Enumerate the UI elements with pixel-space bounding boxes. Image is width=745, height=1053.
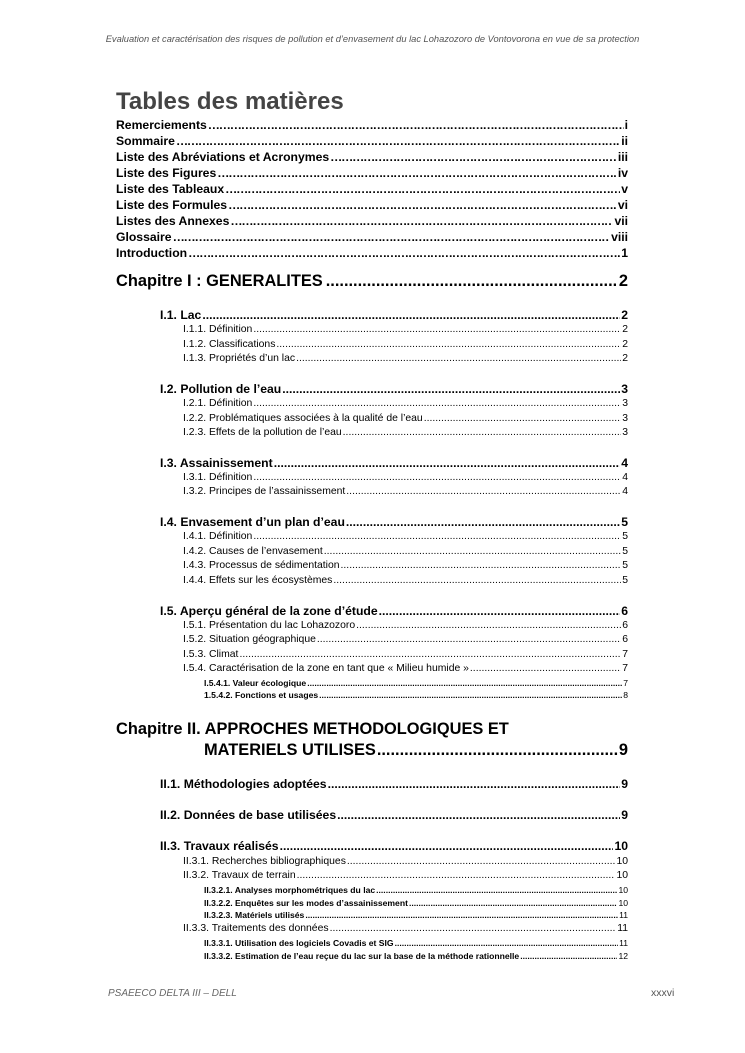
toc-chapter-2[interactable]: [204, 741, 628, 763]
toc-subsubsection[interactable]: [204, 938, 628, 949]
page-number: xxxvi: [651, 987, 675, 999]
toc-entry-figures[interactable]: [116, 166, 628, 181]
toc-page: 2: [621, 308, 628, 322]
toc-page: 8: [623, 690, 628, 700]
toc-subsection[interactable]: [183, 923, 628, 936]
dot-leader: [280, 839, 614, 853]
toc-entry-formules[interactable]: [116, 198, 628, 213]
toc-entry-abreviations[interactable]: [116, 150, 628, 165]
toc-page: 6: [621, 604, 628, 618]
toc-page: 6: [622, 620, 628, 631]
toc-page: iii: [617, 150, 628, 164]
toc-label: I.5.4.1. Valeur écologique: [204, 678, 307, 688]
toc-page: 5: [622, 531, 628, 542]
toc-label: II.2. Données de base utilisées: [160, 808, 337, 822]
dot-leader: [307, 678, 622, 688]
dot-leader: [305, 910, 618, 920]
toc-subsection[interactable]: [183, 413, 628, 426]
toc-page: 10: [618, 898, 628, 908]
toc-label: I.5.1. Présentation du lac Lohazozoro: [183, 620, 356, 631]
toc-entry-annexes[interactable]: [116, 214, 628, 229]
toc-label: I.1.2. Classifications: [183, 339, 276, 350]
dot-leader: [379, 604, 621, 618]
toc-label: I.2.2. Problématiques associées à la qualité de l’eau: [183, 413, 423, 424]
toc-page: 2: [622, 339, 628, 350]
toc-page: 2: [622, 324, 628, 335]
toc-section-i2[interactable]: [160, 382, 628, 398]
toc-subsubsection[interactable]: [204, 951, 628, 962]
toc-page: 3: [622, 413, 628, 424]
toc-page: 5: [622, 546, 628, 557]
dot-leader: [347, 856, 616, 867]
footer-left: PSAEECO DELTA III – DELL: [108, 988, 237, 999]
toc-page: 5: [621, 515, 628, 529]
toc-page: 3: [622, 427, 628, 438]
toc-label: I.4.1. Définition: [183, 531, 253, 542]
toc-subsection[interactable]: [183, 663, 628, 676]
dot-leader: [319, 690, 622, 700]
dot-leader: [326, 272, 616, 291]
toc-page: 2: [618, 272, 628, 290]
toc-section-ii2[interactable]: [160, 808, 628, 824]
toc-subsection[interactable]: [183, 620, 628, 633]
toc-page: vii: [614, 214, 628, 228]
toc-page: 7: [623, 678, 628, 688]
toc-section-i1[interactable]: [160, 308, 628, 324]
toc-label: I.5.3. Climat: [183, 649, 239, 660]
toc-label: II.3.2.2. Enquêtes sur les modes d’assainissement: [204, 898, 408, 908]
toc-page: 9: [621, 808, 628, 822]
toc-label: I.4.2. Causes de l’envasement: [183, 546, 323, 557]
dot-leader: [202, 308, 620, 322]
dot-leader: [253, 472, 621, 483]
toc-page: vi: [617, 198, 628, 212]
dot-leader: [377, 741, 618, 760]
dot-leader: [253, 398, 621, 409]
toc-label: Listes des Annexes: [116, 214, 230, 228]
toc-page: 9: [621, 777, 628, 791]
dot-leader: [346, 515, 620, 529]
toc-page: 10: [616, 870, 628, 881]
dot-leader: [356, 620, 621, 631]
dot-leader: [330, 150, 617, 164]
toc-subsubsection[interactable]: [204, 898, 628, 909]
dot-leader: [208, 118, 624, 132]
toc-label: II.3.3.2. Estimation de l’eau reçue du lac sur la base de la méthode rationnelle: [204, 951, 520, 961]
toc-subsection[interactable]: [183, 339, 628, 352]
dot-leader: [343, 427, 622, 438]
toc-subsection[interactable]: [183, 324, 628, 337]
toc-page: 10: [616, 856, 628, 867]
toc-label: II.3.1. Recherches bibliographiques: [183, 856, 346, 867]
dot-leader: [376, 885, 617, 895]
toc-label: I.2. Pollution de l’eau: [160, 382, 282, 396]
toc-page: 7: [622, 649, 628, 660]
toc-label: Chapitre I : GENERALITES: [116, 272, 323, 290]
toc-label: I.4. Envasement d’un plan d’eau: [160, 515, 345, 529]
toc-subsection[interactable]: [183, 546, 628, 559]
toc-entry-sommaire[interactable]: [116, 134, 628, 149]
toc-label: Sommaire: [116, 134, 175, 148]
toc-label: Liste des Formules: [116, 198, 228, 212]
toc-chapter-1[interactable]: [116, 272, 628, 294]
dot-leader: [296, 353, 621, 364]
running-header: Evaluation et caractérisation des risques de pollution et d’envasement du lac Lohazozoro de Vontovorona en vue de sa protection: [105, 34, 640, 44]
page-title: Tables des matières: [116, 88, 344, 115]
toc-subsection[interactable]: [183, 353, 628, 366]
toc-subsection[interactable]: [183, 398, 628, 411]
toc-label: I.4.4. Effets sur les écosystèmes: [183, 575, 333, 586]
toc-label: Remerciements: [116, 118, 207, 132]
toc-label: Glossaire: [116, 230, 172, 244]
toc-page: 4: [622, 486, 628, 497]
toc-label: I.4.3. Processus de sédimentation: [183, 560, 340, 571]
dot-leader: [188, 246, 620, 260]
toc-label: I.5. Aperçu général de la zone d’étude: [160, 604, 378, 618]
toc-label: I.2.1. Définition: [183, 398, 253, 409]
toc-page: 5: [622, 575, 628, 586]
toc-subsubsection[interactable]: [204, 690, 628, 701]
dot-leader: [253, 324, 621, 335]
toc-label: Liste des Tableaux: [116, 182, 225, 196]
toc-page: 9: [618, 741, 628, 759]
toc-label: II.3.2. Travaux de terrain: [183, 870, 296, 881]
toc-label: 1.5.4.2. Fonctions et usages: [204, 690, 319, 700]
dot-leader: [239, 649, 621, 660]
toc-subsection[interactable]: [183, 856, 628, 869]
toc-label: II.3.3. Traitements des données: [183, 923, 329, 934]
toc-page: v: [621, 182, 628, 196]
toc-subsection[interactable]: [183, 870, 628, 883]
toc-chapter-2-line1[interactable]: Chapitre II. APPROCHES METHODOLOGIQUES ET: [116, 720, 509, 738]
dot-leader: [520, 951, 617, 961]
toc-page: 10: [618, 885, 628, 895]
toc-page: 5: [622, 560, 628, 571]
dot-leader: [282, 382, 620, 396]
dot-leader: [346, 486, 621, 497]
dot-leader: [228, 198, 617, 212]
toc-label: I.1.1. Définition: [183, 324, 253, 335]
toc-label: II.3.3.1. Utilisation des logiciels Covadis et SIG: [204, 938, 394, 948]
toc-subsection[interactable]: [183, 472, 628, 485]
toc-subsection[interactable]: [183, 649, 628, 662]
dot-leader: [395, 938, 618, 948]
toc-page: 7: [622, 663, 628, 674]
toc-entry-introduction[interactable]: [116, 246, 628, 261]
dot-leader: [330, 923, 617, 934]
toc-subsubsection[interactable]: [204, 678, 628, 689]
dot-leader: [297, 870, 616, 881]
toc-label: I.1. Lac: [160, 308, 202, 322]
toc-label: I.5.4. Caractérisation de la zone en tant que « Milieu humide »: [183, 663, 469, 674]
dot-leader: [328, 777, 621, 791]
toc-page: ii: [621, 134, 628, 148]
toc-section-i3[interactable]: [160, 456, 628, 472]
toc-page: 11: [617, 923, 628, 934]
toc-subsubsection[interactable]: [204, 885, 628, 896]
toc-subsection[interactable]: [183, 634, 628, 647]
toc-label: I.2.3. Effets de la pollution de l’eau: [183, 427, 342, 438]
toc-page: 3: [621, 382, 628, 396]
toc-page: 10: [614, 839, 628, 853]
dot-leader: [341, 560, 622, 571]
dot-leader: [317, 634, 621, 645]
toc-subsection[interactable]: [183, 575, 628, 588]
toc-entry-tableaux[interactable]: [116, 182, 628, 197]
dot-leader: [217, 166, 617, 180]
toc-label: I.5.2. Situation géographique: [183, 634, 316, 645]
toc-label: Liste des Figures: [116, 166, 217, 180]
dot-leader: [176, 134, 620, 148]
toc-entry-glossaire[interactable]: [116, 230, 628, 245]
toc-page: 4: [622, 472, 628, 483]
dot-leader: [470, 663, 621, 674]
toc-page: viii: [611, 230, 628, 244]
toc-section-ii3[interactable]: [160, 839, 628, 855]
toc-page: 2: [622, 353, 628, 364]
dot-leader: [230, 214, 613, 228]
toc-page: 12: [618, 951, 628, 961]
toc-label: II.3.2.1. Analyses morphométriques du lac: [204, 885, 376, 895]
toc-label: I.3. Assainissement: [160, 456, 273, 470]
dot-leader: [173, 230, 611, 244]
dot-leader: [253, 531, 621, 542]
toc-subsection[interactable]: [183, 486, 628, 499]
toc-subsubsection[interactable]: [204, 910, 628, 921]
toc-label: Liste des Abréviations et Acronymes: [116, 150, 330, 164]
toc-subsection[interactable]: [183, 531, 628, 544]
toc-label: I.3.1. Définition: [183, 472, 253, 483]
toc-section-ii1[interactable]: [160, 777, 628, 793]
toc-page: 3: [622, 398, 628, 409]
toc-label: Introduction: [116, 246, 188, 260]
toc-page: 1: [621, 246, 628, 260]
toc-entry-remerciements[interactable]: [116, 118, 628, 133]
toc-section-i4[interactable]: [160, 515, 628, 531]
toc-label: II.1. Méthodologies adoptées: [160, 777, 327, 791]
toc-page: iv: [617, 166, 628, 180]
dot-leader: [409, 898, 617, 908]
toc-label: I.1.3. Propriétés d’un lac: [183, 353, 296, 364]
toc-label: MATERIELS UTILISES: [204, 741, 376, 759]
dot-leader: [333, 575, 621, 586]
dot-leader: [276, 339, 621, 350]
dot-leader: [225, 182, 620, 196]
toc-subsection[interactable]: [183, 427, 628, 440]
toc-label: II.3. Travaux réalisés: [160, 839, 279, 853]
toc-page: 11: [619, 910, 628, 920]
dot-leader: [424, 413, 622, 424]
toc-section-i5[interactable]: [160, 604, 628, 620]
dot-leader: [274, 456, 621, 470]
toc-page: i: [624, 118, 628, 132]
dot-leader: [324, 546, 621, 557]
toc-label: II.3.2.3. Matériels utilisés: [204, 910, 305, 920]
toc-page: 11: [619, 938, 628, 948]
toc-label: I.3.2. Principes de l’assainissement: [183, 486, 346, 497]
toc-page: 4: [621, 456, 628, 470]
toc-subsection[interactable]: [183, 560, 628, 573]
toc-page: 6: [622, 634, 628, 645]
dot-leader: [337, 808, 620, 822]
